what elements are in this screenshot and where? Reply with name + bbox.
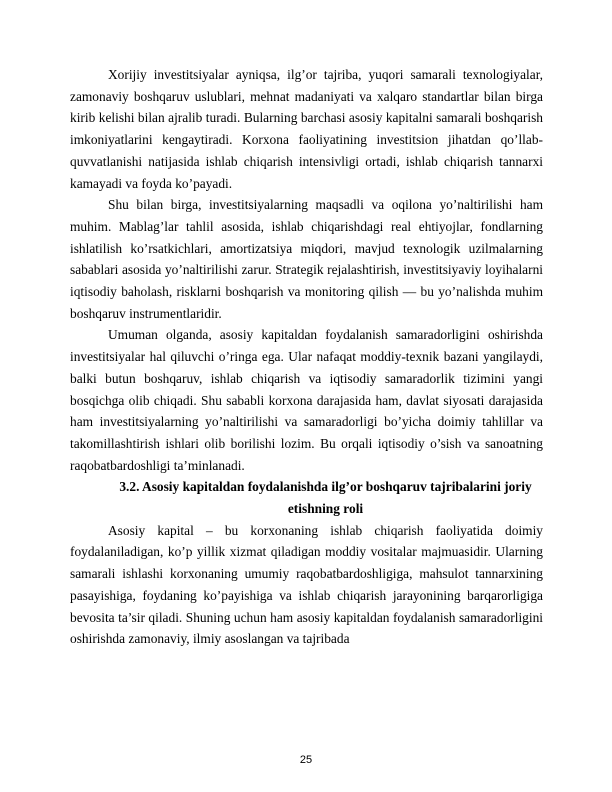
page-number: 25 [299,754,313,766]
page-body [70,64,543,650]
paragraph-conclusion: Umuman olganda, asosiy kapitaldan foydalanish samaradorligini oshirishda investitsiyalar hal qiluvchi o’ringa ega. Ular nafaqat moddiy-texnik bazani yangilaydi, balki butun boshqaruv, ishlab chiqarish va iqtisodiy samaradorlik tizimini yangi bosqichga olib chiqadi. Shu sababli korxona darajasida ham, davlat siyosati darajasida ham investitsiyalarning yo’naltirilishi va samaradorligi bo’yicha doimiy tahlillar va takomillashtirish ishlari olib borilishi lozim. Bu orqali iqtisodiy o’sish va sanoatning raqobatbardoshligi ta’minlanadi. [70,327,543,473]
section-heading: 3.2. Asosiy kapitaldan foydalanishda ilg’or boshqaruv tajribalarini joriy etishning roli [119,479,532,517]
paragraph-foreign-investment: Xorijiy investitsiyalar ayniqsa, ilg’or tajriba, yuqori samarali texnologiyalar, zamonaviy boshqaruv uslublari, mehnat madaniyati va xalqaro standartlar bilan birga kirib kelishi bilan ajralib turadi. Bularning barchasi asosiy kapitalni samarali boshqarish imkoniyatlarini kengaytiradi. Korxona faoliyatining investitsion jihatdan qo’llab-quvvatlanishi natijasida ishlab chiqarish intensivligi ortadi, ishlab chiqarish tannarxi kamayadi va foyda ko’payadi. [70,67,543,191]
paragraph-targeted-investment: Shu bilan birga, investitsiyalarning maqsadli va oqilona yo’naltirilishi ham muhim. Mablag’lar tahlil asosida, ishlab chiqarishdagi real ehtiyojlar, fondlarning ishlatilish ko’rsatkichlari, amortizatsiya miqdori, mavjud texnologik uzilmalarning sabablari asosida yo’naltirilishi zarur. Strategik rejalashtirish, investitsiyaviy loyihalarni iqtisodiy baholash, risklarni boshqarish va monitoring qilish — bu yo’nalishda muhim boshqaruv instrumentlaridir. [70,197,543,321]
paragraph-fixed-capital: Asosiy kapital – bu korxonaning ishlab chiqarish faoliyatida doimiy foydalaniladigan, ko’p yillik xizmat qiladigan moddiy vositalar majmuasidir. Ularning samarali ishlashi korxonaning umumiy raqobatbardoshligiga, mahsulot tannarxining pasayishiga, foydaning ko’payishiga va ishlab chiqarish jarayonining barqarorligiga bevosita ta’sir qiladi. Shuning uchun ham asosiy kapitaldan foydalanish samaradorligini oshirishda zamonaviy, ilmiy asoslangan va tajribada [70,522,543,647]
